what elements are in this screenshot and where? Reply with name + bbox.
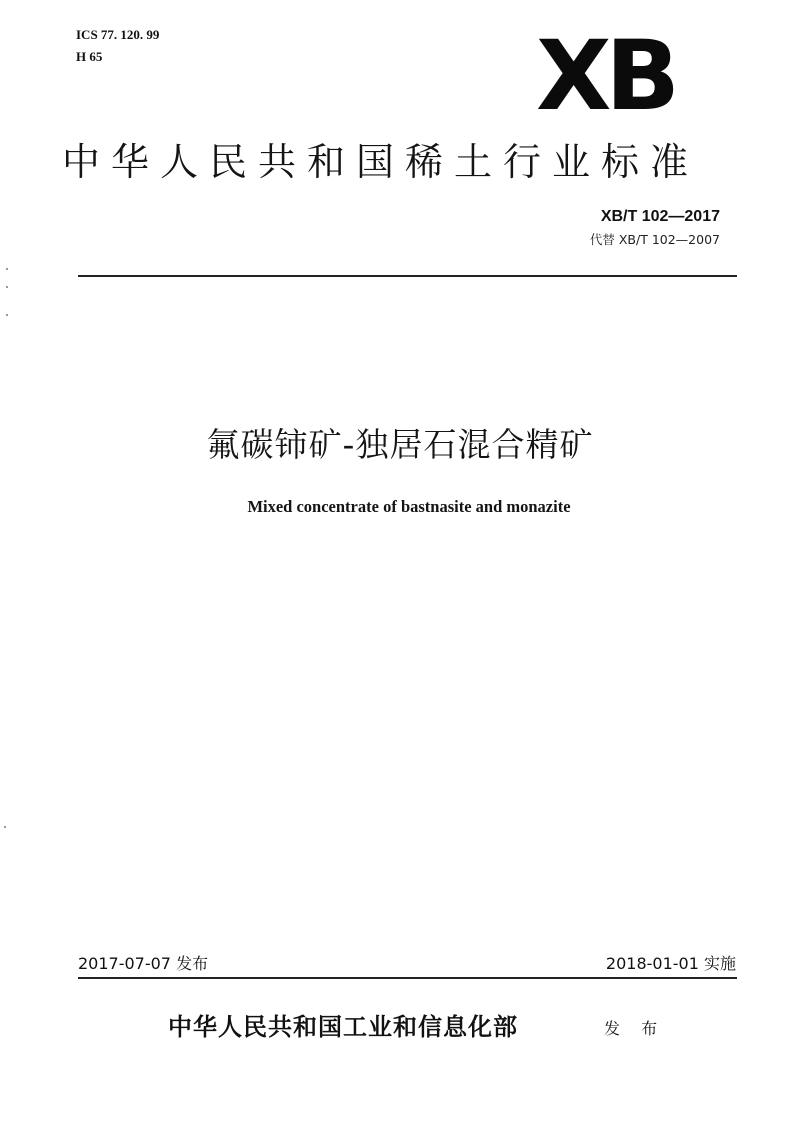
publish-label: 发 布	[604, 1019, 666, 1038]
scan-speck	[4, 826, 6, 828]
standard-banner: 中华人民共和国稀土行业标准	[62, 140, 700, 184]
replaces-note: 代替 XB/T 102—2007	[589, 232, 720, 247]
effective-date: 2018-01-01 实施	[605, 954, 736, 973]
document-title-chinese: 氟碳铈矿-独居石混合精矿	[206, 425, 594, 464]
document-title-english: Mixed concentrate of bastnasite and monazite	[247, 497, 571, 516]
scan-speck	[6, 286, 8, 288]
top-divider	[78, 275, 737, 277]
issuing-authority: 中华人民共和国工业和信息化部	[168, 1012, 518, 1041]
xb-logo: XB	[536, 20, 674, 132]
ics-code: ICS 77. 120. 99	[76, 27, 160, 42]
standard-number: XB/T 102—2017	[600, 208, 720, 225]
ccs-code: H 65	[76, 49, 103, 64]
scan-speck	[6, 268, 8, 270]
issue-date: 2017-07-07 发布	[78, 954, 209, 973]
bottom-divider	[78, 977, 737, 979]
scan-speck	[6, 314, 8, 316]
